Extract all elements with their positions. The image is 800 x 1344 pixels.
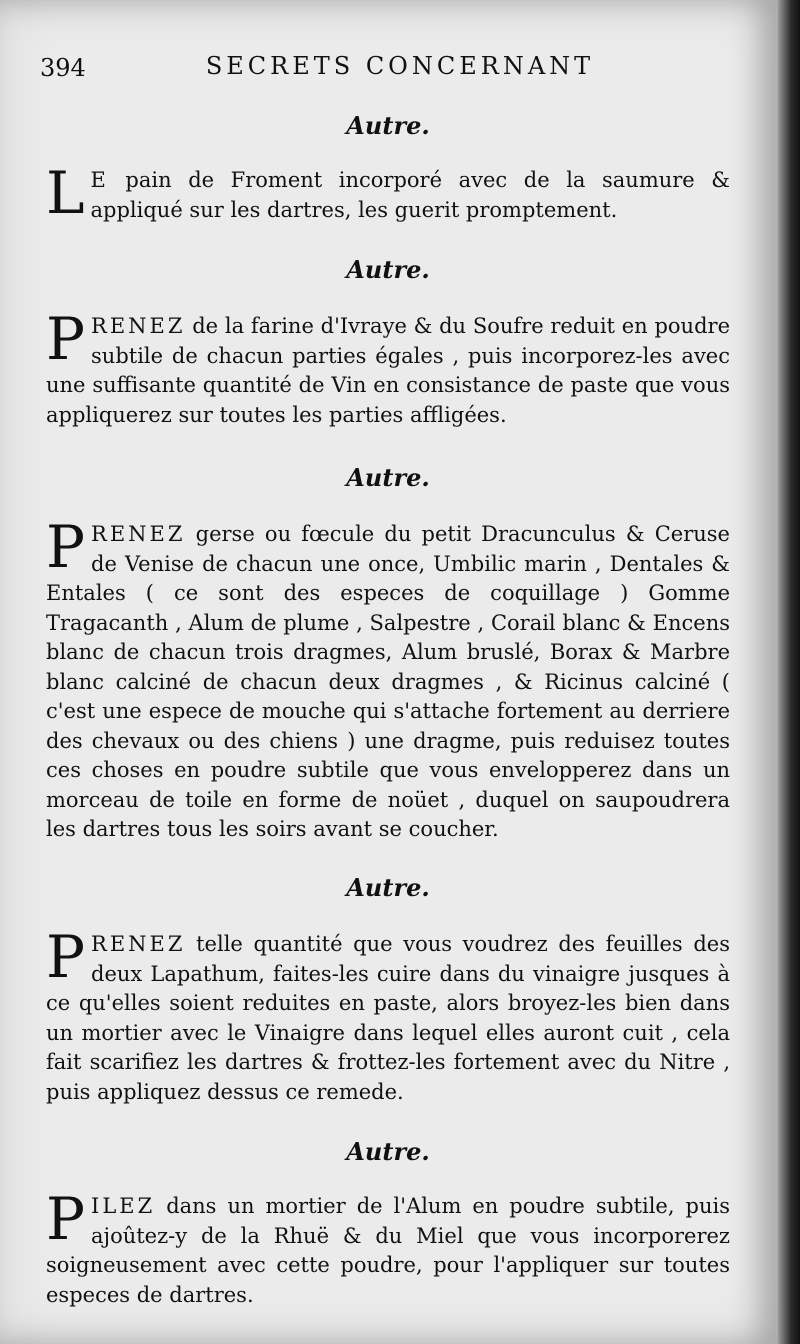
- lead-word: ILEZ: [91, 1194, 156, 1218]
- page-edge-shadow: [778, 0, 800, 1344]
- section-heading: Autre.: [346, 463, 430, 492]
- paragraph-text: dans un mortier de l'Alum en poudre subtile, puis ajoûtez-y de la Rhuë & du Miel que vous incorporerez soigneusement avec cette poudre, pour l'appliquer sur toutes especes de dartres.: [46, 1194, 730, 1307]
- page-number: 394: [40, 54, 86, 82]
- section-heading: Autre.: [346, 255, 430, 284]
- recipe-paragraph: [46, 159, 730, 227]
- drop-cap: P: [46, 923, 86, 991]
- section-heading: Autre.: [346, 111, 430, 140]
- recipe-section-3: [46, 460, 730, 845]
- recipe-section-5: [46, 1134, 730, 1310]
- drop-cap: L: [46, 159, 85, 227]
- recipe-paragraph: [46, 923, 730, 1107]
- paragraph-text: de la farine d'Ivraye & du Soufre reduit en poudre subtile de chacun parties égales , puis incorporez-les avec une suffisante quantité de Vin en consistance de paste que vous appliquerez sur toutes les parties affligées.: [46, 314, 730, 427]
- running-title: SECRETS CONCERNANT: [205, 52, 595, 80]
- paragraph-text: pain de Froment incorporé avec de la saumure & appliqué sur les dartres, les guerit promptement.: [90, 168, 730, 222]
- drop-cap: P: [46, 1185, 86, 1253]
- recipe-section-4: [46, 870, 730, 1107]
- recipe-paragraph: [46, 513, 730, 845]
- drop-cap: P: [46, 305, 86, 373]
- recipe-section-1: [46, 108, 730, 225]
- section-heading: Autre.: [346, 1137, 430, 1166]
- recipe-paragraph: [46, 1185, 730, 1310]
- lead-word: RENEZ: [91, 522, 186, 546]
- recipe-section-2: [46, 252, 730, 430]
- recipe-paragraph: [46, 305, 730, 430]
- page-header: [40, 48, 730, 88]
- lead-word: RENEZ: [91, 932, 186, 956]
- lead-word: RENEZ: [91, 314, 186, 338]
- paragraph-text: telle quantité que vous voudrez des feuilles des deux Lapathum, faites-les cuire dans du vinaigre jusques à ce qu'elles soient reduites en paste, alors broyez-les bien dans un mortier avec le Vinaigre dans lequel elles auront cuit , cela fait scarifiez les dartres & frottez-les fortement avec du Nitre , puis appliquez dessus ce remede.: [46, 932, 730, 1104]
- paragraph-text: gerse ou fœcule du petit Dracunculus & Ceruse de Venise de chacun une once, Umbilic marin , Dentales & Entales ( ce sont des especes de coquillage ) Gomme Tragacanth , Alum de plume , Salpestre , Corail blanc & Encens blanc de chacun trois dragmes, Alum bruslé, Borax & Marbre blanc calciné de chacun deux dragmes , & Ricinus calciné ( c'est une espece de mouche qui s'attache fortement au derriere des chevaux ou des chiens ) une dragme, puis reduisez toutes ces choses en poudre subtile que vous envelopperez dans un morceau de toile en forme de noüet , duquel on saupoudrera les dartres tous les soirs avant se coucher.: [46, 522, 730, 841]
- drop-cap: P: [46, 513, 86, 581]
- section-heading: Autre.: [346, 873, 430, 902]
- lead-word: E: [90, 168, 109, 192]
